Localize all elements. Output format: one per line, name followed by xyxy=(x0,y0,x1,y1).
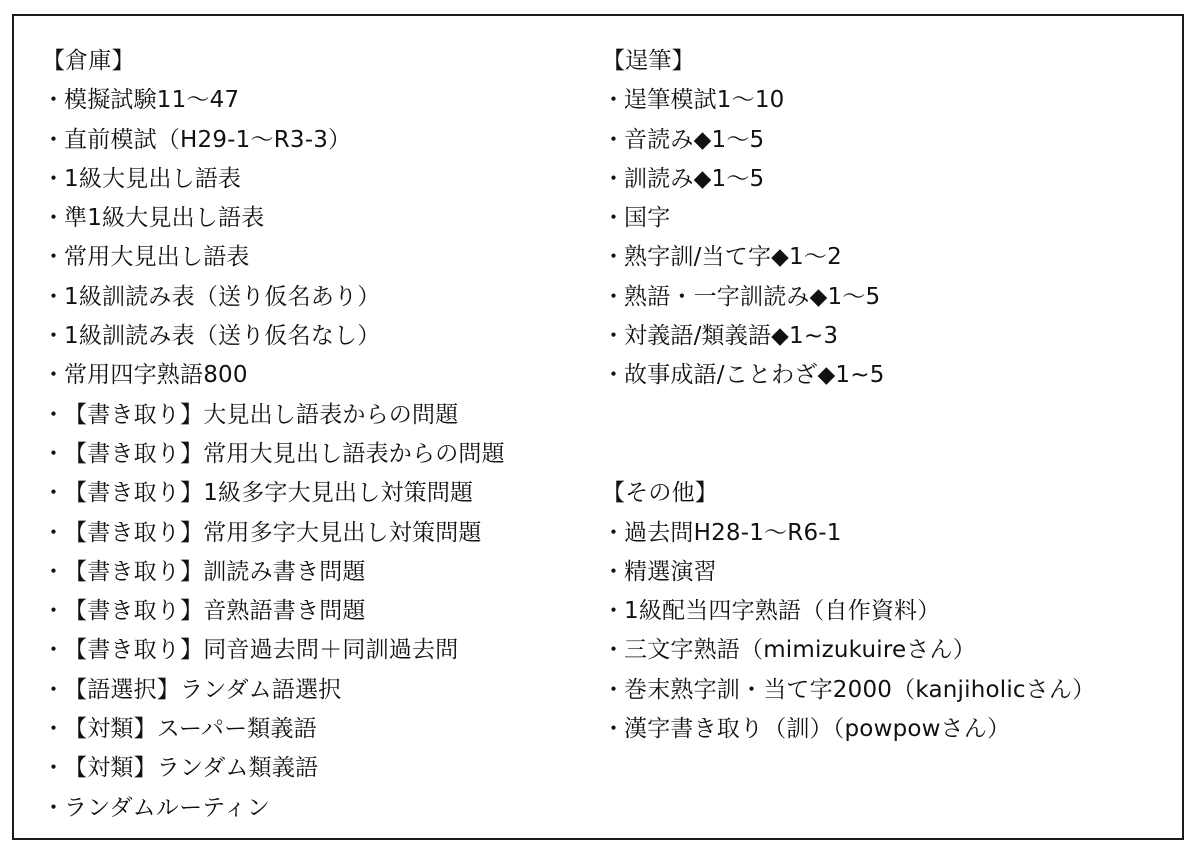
section-heading-warehouse: 【倉庫】 xyxy=(42,48,135,74)
bullet: ・ xyxy=(42,244,66,271)
link-label: 音読み◆1〜5 xyxy=(624,126,765,153)
bullet: ・ xyxy=(42,126,66,153)
bullet: ・ xyxy=(602,283,626,310)
link-label: 国字 xyxy=(624,205,671,232)
bullet: ・ xyxy=(42,598,66,625)
link-three-char-jukugo[interactable] xyxy=(602,631,1172,670)
link-label: 常用四字熟語800 xyxy=(64,362,248,389)
bullet: ・ xyxy=(42,362,66,389)
link-label: 巻末熟字訓・当て字2000（kanjiholicさん） xyxy=(624,676,1096,703)
right-column xyxy=(602,42,1172,749)
link-label: 【書き取り】訓読み書き問題 xyxy=(64,558,366,585)
link-label: 【書き取り】大見出し語表からの問題 xyxy=(64,401,459,428)
bullet: ・ xyxy=(602,519,626,546)
link-kun-table-without-okurigana[interactable] xyxy=(42,317,602,356)
link-joyo-headword-list[interactable] xyxy=(42,238,602,277)
link-label: 【語選択】ランダム語選択 xyxy=(64,676,342,703)
link-writing-kun[interactable] xyxy=(42,553,602,592)
bullet: ・ xyxy=(602,598,626,625)
link-label: 常用大見出し語表 xyxy=(64,244,250,271)
bullet: ・ xyxy=(602,362,626,389)
bullet: ・ xyxy=(42,676,66,703)
link-label: 対義語/類義語◆1~3 xyxy=(624,323,839,350)
bullet: ・ xyxy=(42,716,66,743)
link-pre1-headword-list[interactable] xyxy=(42,199,602,238)
link-label: 訓読み◆1〜5 xyxy=(624,165,765,192)
link-label: 【書き取り】同音過去問＋同訓過去問 xyxy=(64,637,459,664)
link-label: ランダムルーティン xyxy=(64,794,271,821)
link-random-synonyms[interactable] xyxy=(42,749,602,788)
bullet: ・ xyxy=(42,283,66,310)
spacer xyxy=(602,435,1172,474)
link-label: 準1級大見出し語表 xyxy=(64,205,265,232)
bullet: ・ xyxy=(42,480,66,507)
link-joyo-yojijukugo-800[interactable] xyxy=(42,356,602,395)
link-label: 模擬試験11〜47 xyxy=(64,87,240,114)
bullet: ・ xyxy=(42,165,66,192)
bullet: ・ xyxy=(602,676,626,703)
link-label: 直前模試（H29-1〜R3-3） xyxy=(64,126,352,153)
link-teihitsu-mock[interactable] xyxy=(602,81,1172,120)
link-label: 1級配当四字熟語（自作資料） xyxy=(624,598,941,625)
link-kokuji[interactable] xyxy=(602,199,1172,238)
link-super-synonyms[interactable] xyxy=(42,710,602,749)
bullet: ・ xyxy=(602,165,626,192)
bullet: ・ xyxy=(42,440,66,467)
link-kun-table-with-okurigana[interactable] xyxy=(42,278,602,317)
link-writing-homophone-past[interactable] xyxy=(42,631,602,670)
bullet: ・ xyxy=(42,558,66,585)
link-final-mock[interactable] xyxy=(42,121,602,160)
bullet: ・ xyxy=(602,558,626,585)
link-antonym-synonym[interactable] xyxy=(602,317,1172,356)
link-jukugo-single-kun[interactable] xyxy=(602,278,1172,317)
link-idioms-proverbs[interactable] xyxy=(602,356,1172,395)
link-label: 逞筆模試1〜10 xyxy=(624,87,785,114)
link-writing-on-jukugo[interactable] xyxy=(42,592,602,631)
bullet: ・ xyxy=(42,205,66,232)
link-random-word-choice[interactable] xyxy=(42,671,602,710)
bullet: ・ xyxy=(42,637,66,664)
link-kanji-writing-kun[interactable] xyxy=(602,710,1172,749)
link-label: 【書き取り】音熟語書き問題 xyxy=(64,598,366,625)
link-writing-grade1-multichar[interactable] xyxy=(42,474,602,513)
link-label: 1級訓読み表（送り仮名なし） xyxy=(64,323,381,350)
link-label: 1級大見出し語表 xyxy=(64,165,242,192)
bullet: ・ xyxy=(602,205,626,232)
link-random-routine[interactable] xyxy=(42,789,602,828)
link-label: 漢字書き取り（訓）（powpowさん） xyxy=(624,716,1011,743)
link-label: 【書き取り】1級多字大見出し対策問題 xyxy=(64,480,474,507)
link-writing-headword[interactable] xyxy=(42,396,602,435)
link-label: 熟字訓/当て字◆1〜2 xyxy=(624,244,842,271)
link-label: 三文字熟語（mimizukuireさん） xyxy=(624,637,976,664)
bullet: ・ xyxy=(42,87,66,114)
link-past-exams[interactable] xyxy=(602,514,1172,553)
menu-panel xyxy=(12,14,1184,840)
link-label: 熟語・一字訓読み◆1〜5 xyxy=(624,283,881,310)
section-heading-other: 【その他】 xyxy=(602,480,718,507)
bullet: ・ xyxy=(602,126,626,153)
link-label: 1級訓読み表（送り仮名あり） xyxy=(64,283,381,310)
link-label: 【書き取り】常用大見出し語表からの問題 xyxy=(64,440,505,467)
link-appendix-jukujikun-2000[interactable] xyxy=(602,671,1172,710)
link-kun-reading[interactable] xyxy=(602,160,1172,199)
link-label: 精選演習 xyxy=(624,558,717,585)
link-label: 【対類】スーパー類義語 xyxy=(64,716,317,743)
bullet: ・ xyxy=(42,323,66,350)
bullet: ・ xyxy=(42,519,66,546)
link-selected-exercises[interactable] xyxy=(602,553,1172,592)
warehouse-column xyxy=(42,42,602,828)
bullet: ・ xyxy=(602,87,626,114)
link-mock-exam[interactable] xyxy=(42,81,602,120)
link-writing-joyo-headword[interactable] xyxy=(42,435,602,474)
bullet: ・ xyxy=(42,401,66,428)
bullet: ・ xyxy=(42,794,66,821)
link-label: 故事成語/ことわざ◆1~5 xyxy=(624,362,885,389)
spacer xyxy=(602,396,1172,435)
bullet: ・ xyxy=(42,755,66,782)
bullet: ・ xyxy=(602,637,626,664)
link-grade1-yojijukugo[interactable] xyxy=(602,592,1172,631)
link-label: 過去問H28-1〜R6-1 xyxy=(624,519,842,546)
link-on-reading[interactable] xyxy=(602,121,1172,160)
bullet: ・ xyxy=(602,323,626,350)
link-grade1-headword-list[interactable] xyxy=(42,160,602,199)
bullet: ・ xyxy=(602,716,626,743)
link-jukujikun-ateji[interactable] xyxy=(602,238,1172,277)
link-writing-joyo-multichar[interactable] xyxy=(42,514,602,553)
section-heading-teihitsu: 【逞筆】 xyxy=(602,48,695,74)
link-label: 【対類】ランダム類義語 xyxy=(64,755,319,782)
link-label: 【書き取り】常用多字大見出し対策問題 xyxy=(64,519,482,546)
bullet: ・ xyxy=(602,244,626,271)
